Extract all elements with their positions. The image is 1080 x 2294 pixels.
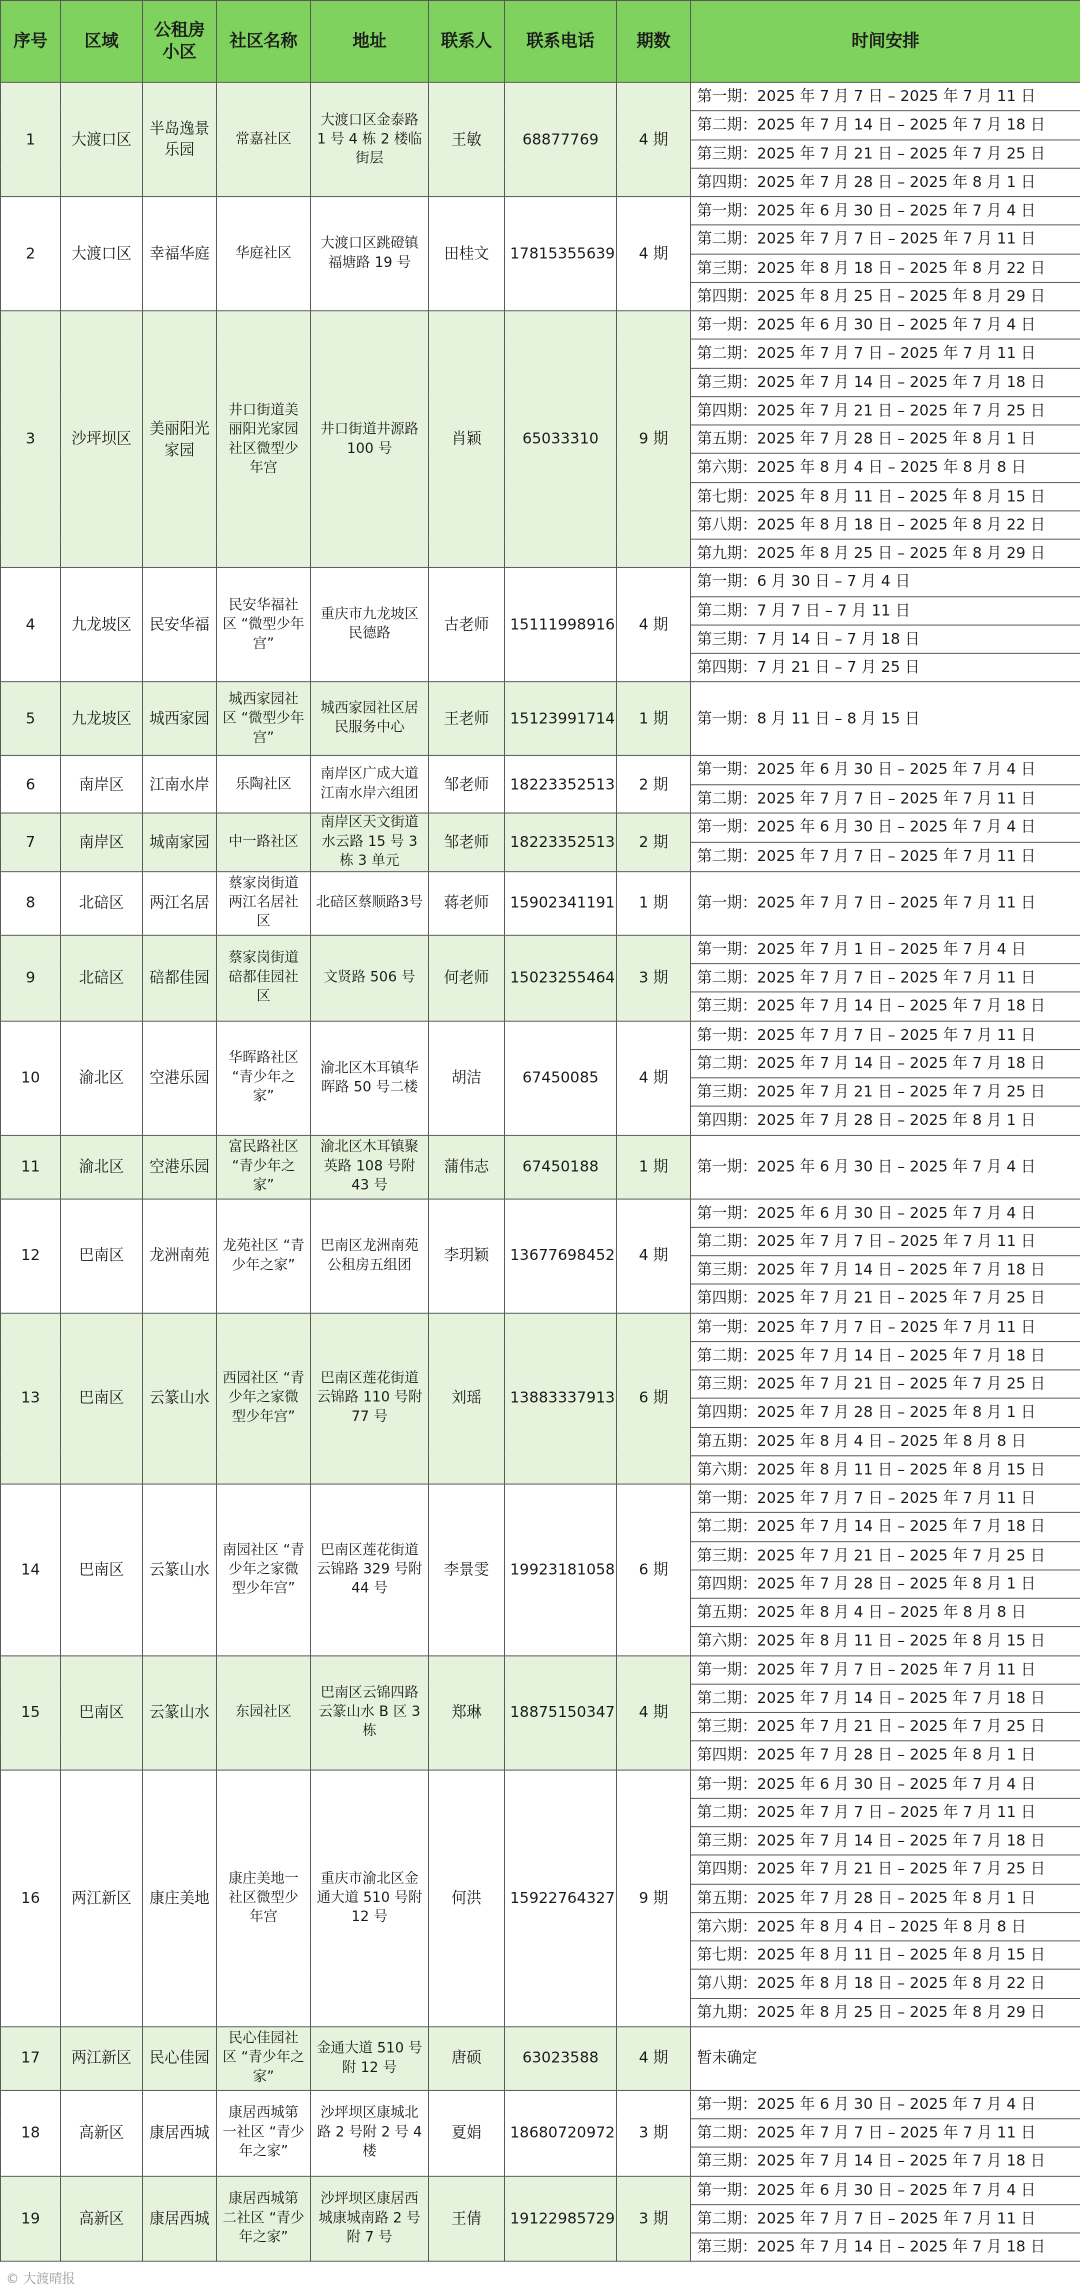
cell-area: 巴南区 xyxy=(61,1199,143,1313)
cell-phone: 15902341191 xyxy=(505,871,617,935)
cell-community: 华晖路社区 “青少年之家” xyxy=(217,1021,311,1135)
cell-area: 南岸区 xyxy=(61,756,143,813)
cell-estate: 民安华福 xyxy=(143,568,217,682)
cell-phone: 63023588 xyxy=(505,2027,617,2091)
schedule-line: 第三期：2025 年 7 月 14 日 – 2025 年 7 月 18 日 xyxy=(691,2147,1080,2176)
schedule-line: 第二期：2025 年 7 月 14 日 – 2025 年 7 月 18 日 xyxy=(691,1513,1080,1542)
schedule-line: 第二期：2025 年 7 月 7 日 – 2025 年 7 月 11 日 xyxy=(691,842,1080,871)
header-area: 区域 xyxy=(61,1,143,83)
cell-address: 重庆市九龙坡区民德路 xyxy=(311,568,429,682)
schedule-line: 第四期：2025 年 7 月 21 日 – 2025 年 7 月 25 日 xyxy=(691,396,1080,425)
schedule-line: 第三期：2025 年 7 月 14 日 – 2025 年 7 月 18 日 xyxy=(691,1256,1080,1285)
schedule-line: 第四期：2025 年 7 月 21 日 – 2025 年 7 月 25 日 xyxy=(691,1855,1080,1884)
table-row xyxy=(1,1655,1080,1684)
cell-phone: 15111998916 xyxy=(505,568,617,682)
cell-contact: 肖颖 xyxy=(429,311,505,568)
cell-community: 井口街道美丽阳光家园社区微型少年宫 xyxy=(217,311,311,568)
cell-estate: 碚都佳园 xyxy=(143,935,217,1021)
cell-no: 14 xyxy=(1,1484,61,1655)
cell-contact: 唐硕 xyxy=(429,2027,505,2091)
cell-phone: 18223352513 xyxy=(505,756,617,813)
cell-no: 9 xyxy=(1,935,61,1021)
table-row xyxy=(1,682,1080,756)
schedule-line: 第三期：2025 年 7 月 21 日 – 2025 年 7 月 25 日 xyxy=(691,1541,1080,1570)
schedule-line: 第四期：2025 年 8 月 25 日 – 2025 年 8 月 29 日 xyxy=(691,282,1080,311)
schedule-line: 第五期：2025 年 7 月 28 日 – 2025 年 8 月 1 日 xyxy=(691,425,1080,454)
cell-phone: 15922764327 xyxy=(505,1770,617,2027)
cell-address: 井口街道井源路 100 号 xyxy=(311,311,429,568)
cell-area: 北碚区 xyxy=(61,871,143,935)
cell-address: 大渡口区跳磴镇福塘路 19 号 xyxy=(311,197,429,311)
cell-periods: 2 期 xyxy=(617,813,691,872)
cell-estate: 康居西城 xyxy=(143,2176,217,2262)
schedule-line: 第三期：2025 年 7 月 21 日 – 2025 年 7 月 25 日 xyxy=(691,139,1080,168)
schedule-line: 第四期：2025 年 7 月 28 日 – 2025 年 8 月 1 日 xyxy=(691,1570,1080,1599)
cell-estate: 空港乐园 xyxy=(143,1021,217,1135)
cell-contact: 李景雯 xyxy=(429,1484,505,1655)
cell-contact: 邹老师 xyxy=(429,756,505,813)
cell-phone: 15023255464 xyxy=(505,935,617,1021)
cell-area: 两江新区 xyxy=(61,2027,143,2091)
schedule-line: 第二期：2025 年 7 月 7 日 – 2025 年 7 月 11 日 xyxy=(691,225,1080,254)
cell-contact: 夏娟 xyxy=(429,2090,505,2176)
schedule-line: 第三期：2025 年 7 月 14 日 – 2025 年 7 月 18 日 xyxy=(691,368,1080,397)
cell-area: 九龙坡区 xyxy=(61,682,143,756)
schedule-line: 第六期：2025 年 8 月 4 日 – 2025 年 8 月 8 日 xyxy=(691,1912,1080,1941)
cell-contact: 李玥颖 xyxy=(429,1199,505,1313)
schedule-line: 第八期：2025 年 8 月 18 日 – 2025 年 8 月 22 日 xyxy=(691,1969,1080,1998)
cell-contact: 王老师 xyxy=(429,682,505,756)
schedule-line: 第二期：2025 年 7 月 7 日 – 2025 年 7 月 11 日 xyxy=(691,964,1080,993)
cell-periods: 3 期 xyxy=(617,935,691,1021)
cell-address: 南岸区天文街道水云路 15 号 3 栋 3 单元 xyxy=(311,813,429,872)
cell-no: 8 xyxy=(1,871,61,935)
watermark: © 大渡晴报 xyxy=(6,2272,76,2287)
cell-area: 巴南区 xyxy=(61,1655,143,1769)
schedule-line: 第二期：2025 年 7 月 7 日 – 2025 年 7 月 11 日 xyxy=(691,339,1080,368)
header-periods: 期数 xyxy=(617,1,691,83)
cell-estate: 美丽阳光家园 xyxy=(143,311,217,568)
cell-contact: 蒋老师 xyxy=(429,871,505,935)
cell-estate: 云篆山水 xyxy=(143,1655,217,1769)
cell-address: 大渡口区金泰路 1 号 4 栋 2 楼临街层 xyxy=(311,82,429,196)
cell-contact: 王敏 xyxy=(429,82,505,196)
cell-phone: 19923181058 xyxy=(505,1484,617,1655)
cell-phone: 67450085 xyxy=(505,1021,617,1135)
cell-community: 乐陶社区 xyxy=(217,756,311,813)
cell-periods: 4 期 xyxy=(617,2027,691,2091)
cell-no: 16 xyxy=(1,1770,61,2027)
cell-community: 西园社区 “青少年之家微型少年宫” xyxy=(217,1313,311,1484)
cell-no: 5 xyxy=(1,682,61,756)
cell-area: 南岸区 xyxy=(61,813,143,872)
footer-bar xyxy=(0,2266,1080,2294)
schedule-line: 第六期：2025 年 8 月 11 日 – 2025 年 8 月 15 日 xyxy=(691,1456,1080,1485)
cell-contact: 田桂文 xyxy=(429,197,505,311)
schedule-line: 第九期：2025 年 8 月 25 日 – 2025 年 8 月 29 日 xyxy=(691,539,1080,568)
table-row xyxy=(1,197,1080,226)
schedule-line: 第二期：2025 年 7 月 14 日 – 2025 年 7 月 18 日 xyxy=(691,111,1080,140)
cell-no: 17 xyxy=(1,2027,61,2091)
cell-periods: 6 期 xyxy=(617,1313,691,1484)
cell-phone: 19122985729 xyxy=(505,2176,617,2262)
schedule-line: 第一期：2025 年 7 月 7 日 – 2025 年 7 月 11 日 xyxy=(691,1313,1080,1342)
cell-estate: 云篆山水 xyxy=(143,1484,217,1655)
cell-estate: 康庄美地 xyxy=(143,1770,217,2027)
schedule-line: 第一期：2025 年 6 月 30 日 – 2025 年 7 月 4 日 xyxy=(691,1199,1080,1228)
cell-contact: 胡洁 xyxy=(429,1021,505,1135)
cell-phone: 13883337913 xyxy=(505,1313,617,1484)
cell-no: 15 xyxy=(1,1655,61,1769)
table-row xyxy=(1,813,1080,842)
cell-contact: 王倩 xyxy=(429,2176,505,2262)
table-row xyxy=(1,1135,1080,1199)
cell-address: 南岸区广成大道江南水岸六组团 xyxy=(311,756,429,813)
cell-community: 民安华福社区 “微型少年宫” xyxy=(217,568,311,682)
cell-no: 19 xyxy=(1,2176,61,2262)
cell-community: 华庭社区 xyxy=(217,197,311,311)
cell-address: 巴南区龙洲南苑公租房五组团 xyxy=(311,1199,429,1313)
schedule-line: 第六期：2025 年 8 月 11 日 – 2025 年 8 月 15 日 xyxy=(691,1627,1080,1656)
cell-address: 巴南区云锦四路云篆山水 B 区 3 栋 xyxy=(311,1655,429,1769)
table-row xyxy=(1,568,1080,597)
cell-address: 渝北区木耳镇华晖路 50 号二楼 xyxy=(311,1021,429,1135)
schedule-line: 第一期：2025 年 6 月 30 日 – 2025 年 7 月 4 日 xyxy=(691,1135,1080,1199)
cell-periods: 4 期 xyxy=(617,1199,691,1313)
schedule-line: 第一期：2025 年 6 月 30 日 – 2025 年 7 月 4 日 xyxy=(691,756,1080,785)
schedule-line: 第一期：2025 年 6 月 30 日 – 2025 年 7 月 4 日 xyxy=(691,311,1080,340)
cell-area: 巴南区 xyxy=(61,1484,143,1655)
schedule-line: 第三期：7 月 14 日 – 7 月 18 日 xyxy=(691,625,1080,654)
cell-periods: 4 期 xyxy=(617,1021,691,1135)
schedule-line: 第四期：7 月 21 日 – 7 月 25 日 xyxy=(691,653,1080,682)
schedule-line: 第七期：2025 年 8 月 11 日 – 2025 年 8 月 15 日 xyxy=(691,482,1080,511)
schedule-line: 第三期：2025 年 7 月 21 日 – 2025 年 7 月 25 日 xyxy=(691,1078,1080,1107)
table-row xyxy=(1,311,1080,340)
cell-community: 东园社区 xyxy=(217,1655,311,1769)
schedule-line: 第三期：2025 年 8 月 18 日 – 2025 年 8 月 22 日 xyxy=(691,254,1080,283)
cell-area: 巴南区 xyxy=(61,1313,143,1484)
cell-periods: 6 期 xyxy=(617,1484,691,1655)
cell-periods: 1 期 xyxy=(617,871,691,935)
cell-no: 10 xyxy=(1,1021,61,1135)
cell-estate: 城南家园 xyxy=(143,813,217,872)
cell-estate: 两江名居 xyxy=(143,871,217,935)
schedule-line: 第一期：2025 年 7 月 7 日 – 2025 年 7 月 11 日 xyxy=(691,1484,1080,1513)
header-schedule: 时间安排 xyxy=(691,1,1080,83)
cell-community: 常嘉社区 xyxy=(217,82,311,196)
cell-community: 富民路社区 “青少年之家” xyxy=(217,1135,311,1199)
cell-estate: 民心佳园 xyxy=(143,2027,217,2091)
cell-area: 大渡口区 xyxy=(61,197,143,311)
schedule-line: 第八期：2025 年 8 月 18 日 – 2025 年 8 月 22 日 xyxy=(691,511,1080,540)
cell-contact: 郑琳 xyxy=(429,1655,505,1769)
cell-phone: 17815355639 xyxy=(505,197,617,311)
cell-estate: 云篆山水 xyxy=(143,1313,217,1484)
schedule-line: 第四期：2025 年 7 月 28 日 – 2025 年 8 月 1 日 xyxy=(691,1741,1080,1770)
cell-community: 康庄美地一社区微型少年宫 xyxy=(217,1770,311,2027)
cell-no: 18 xyxy=(1,2090,61,2176)
cell-area: 九龙坡区 xyxy=(61,568,143,682)
cell-address: 城西家园社区居民服务中心 xyxy=(311,682,429,756)
cell-periods: 2 期 xyxy=(617,756,691,813)
cell-area: 沙坪坝区 xyxy=(61,311,143,568)
schedule-line: 第一期：2025 年 7 月 1 日 – 2025 年 7 月 4 日 xyxy=(691,935,1080,964)
header-estate: 公租房小区 xyxy=(143,1,217,83)
cell-no: 4 xyxy=(1,568,61,682)
cell-contact: 古老师 xyxy=(429,568,505,682)
schedule-line: 第二期：2025 年 7 月 7 日 – 2025 年 7 月 11 日 xyxy=(691,1798,1080,1827)
cell-contact: 邹老师 xyxy=(429,813,505,872)
schedule-line: 第七期：2025 年 8 月 11 日 – 2025 年 8 月 15 日 xyxy=(691,1941,1080,1970)
schedule-line: 第一期：2025 年 7 月 7 日 – 2025 年 7 月 11 日 xyxy=(691,82,1080,111)
cell-contact: 蒲伟志 xyxy=(429,1135,505,1199)
table-row xyxy=(1,871,1080,935)
cell-periods: 4 期 xyxy=(617,1655,691,1769)
schedule-line: 第九期：2025 年 8 月 25 日 – 2025 年 8 月 29 日 xyxy=(691,1998,1080,2027)
cell-phone: 13677698452 xyxy=(505,1199,617,1313)
table-row xyxy=(1,1313,1080,1342)
cell-address: 沙坪坝区康居西城康城南路 2 号附 7 号 xyxy=(311,2176,429,2262)
cell-address: 北碚区蔡顺路3号 xyxy=(311,871,429,935)
cell-no: 11 xyxy=(1,1135,61,1199)
cell-area: 高新区 xyxy=(61,2090,143,2176)
schedule-line: 第三期：2025 年 7 月 21 日 – 2025 年 7 月 25 日 xyxy=(691,1370,1080,1399)
cell-contact: 何洪 xyxy=(429,1770,505,2027)
schedule-line: 暂未确定 xyxy=(691,2027,1080,2091)
cell-address: 沙坪坝区康城北路 2 号附 2 号 4 楼 xyxy=(311,2090,429,2176)
schedule-line: 第二期：2025 年 7 月 7 日 – 2025 年 7 月 11 日 xyxy=(691,784,1080,813)
cell-community: 中一路社区 xyxy=(217,813,311,872)
cell-estate: 空港乐园 xyxy=(143,1135,217,1199)
cell-community: 蔡家岗街道两江名居社区 xyxy=(217,871,311,935)
schedule-line: 第一期：2025 年 6 月 30 日 – 2025 年 7 月 4 日 xyxy=(691,813,1080,842)
header-phone: 联系电话 xyxy=(505,1,617,83)
schedule-line: 第一期：8 月 11 日 – 8 月 15 日 xyxy=(691,682,1080,756)
cell-community: 康居西城第二社区 “青少年之家” xyxy=(217,2176,311,2262)
cell-address: 巴南区莲花街道云锦路 329 号附 44 号 xyxy=(311,1484,429,1655)
schedule-line: 第一期：2025 年 6 月 30 日 – 2025 年 7 月 4 日 xyxy=(691,1770,1080,1799)
schedule-line: 第二期：2025 年 7 月 7 日 – 2025 年 7 月 11 日 xyxy=(691,2119,1080,2148)
cell-periods: 1 期 xyxy=(617,1135,691,1199)
schedule-line: 第二期：2025 年 7 月 14 日 – 2025 年 7 月 18 日 xyxy=(691,1684,1080,1713)
cell-estate: 幸福华庭 xyxy=(143,197,217,311)
schedule-line: 第一期：2025 年 6 月 30 日 – 2025 年 7 月 4 日 xyxy=(691,2176,1080,2205)
cell-no: 6 xyxy=(1,756,61,813)
cell-no: 1 xyxy=(1,82,61,196)
table-row xyxy=(1,2027,1080,2091)
cell-contact: 何老师 xyxy=(429,935,505,1021)
schedule-line: 第一期：2025 年 7 月 7 日 – 2025 年 7 月 11 日 xyxy=(691,1021,1080,1050)
cell-community: 南园社区 “青少年之家微型少年宫” xyxy=(217,1484,311,1655)
schedule-line: 第五期：2025 年 8 月 4 日 – 2025 年 8 月 8 日 xyxy=(691,1598,1080,1627)
schedule-line: 第三期：2025 年 7 月 14 日 – 2025 年 7 月 18 日 xyxy=(691,2233,1080,2262)
header-community: 社区名称 xyxy=(217,1,311,83)
schedule-line: 第三期：2025 年 7 月 14 日 – 2025 年 7 月 18 日 xyxy=(691,992,1080,1021)
cell-periods: 3 期 xyxy=(617,2090,691,2176)
cell-phone: 67450188 xyxy=(505,1135,617,1199)
schedule-line: 第四期：2025 年 7 月 28 日 – 2025 年 8 月 1 日 xyxy=(691,1398,1080,1427)
schedule-line: 第一期：6 月 30 日 – 7 月 4 日 xyxy=(691,568,1080,597)
cell-phone: 15123991714 xyxy=(505,682,617,756)
cell-phone: 18223352513 xyxy=(505,813,617,872)
cell-phone: 18680720972 xyxy=(505,2090,617,2176)
header-no: 序号 xyxy=(1,1,61,83)
schedule-line: 第六期：2025 年 8 月 4 日 – 2025 年 8 月 8 日 xyxy=(691,454,1080,483)
cell-community: 蔡家岗街道碚都佳园社区 xyxy=(217,935,311,1021)
schedule-line: 第一期：2025 年 6 月 30 日 – 2025 年 7 月 4 日 xyxy=(691,197,1080,226)
header-contact: 联系人 xyxy=(429,1,505,83)
cell-area: 高新区 xyxy=(61,2176,143,2262)
schedule-line: 第二期：2025 年 7 月 14 日 – 2025 年 7 月 18 日 xyxy=(691,1341,1080,1370)
schedule-line: 第三期：2025 年 7 月 21 日 – 2025 年 7 月 25 日 xyxy=(691,1712,1080,1741)
schedule-line: 第一期：2025 年 7 月 7 日 – 2025 年 7 月 11 日 xyxy=(691,1655,1080,1684)
cell-address: 重庆市渝北区金通大道 510 号附 12 号 xyxy=(311,1770,429,2027)
table-row xyxy=(1,82,1080,111)
cell-community: 民心佳园社区 “青少年之家” xyxy=(217,2027,311,2091)
cell-estate: 江南水岸 xyxy=(143,756,217,813)
cell-no: 3 xyxy=(1,311,61,568)
cell-area: 两江新区 xyxy=(61,1770,143,2027)
cell-address: 渝北区木耳镇聚英路 108 号附 43 号 xyxy=(311,1135,429,1199)
cell-periods: 4 期 xyxy=(617,568,691,682)
schedule-line: 第四期：2025 年 7 月 21 日 – 2025 年 7 月 25 日 xyxy=(691,1284,1080,1313)
cell-no: 13 xyxy=(1,1313,61,1484)
cell-periods: 9 期 xyxy=(617,311,691,568)
cell-estate: 城西家园 xyxy=(143,682,217,756)
schedule-line: 第五期：2025 年 8 月 4 日 – 2025 年 8 月 8 日 xyxy=(691,1427,1080,1456)
schedule-line: 第二期：2025 年 7 月 7 日 – 2025 年 7 月 11 日 xyxy=(691,2204,1080,2233)
cell-phone: 18875150347 xyxy=(505,1655,617,1769)
cell-periods: 4 期 xyxy=(617,82,691,196)
table-row xyxy=(1,1770,1080,1799)
table-row xyxy=(1,2176,1080,2205)
cell-area: 渝北区 xyxy=(61,1021,143,1135)
cell-estate: 康居西城 xyxy=(143,2090,217,2176)
cell-phone: 68877769 xyxy=(505,82,617,196)
cell-phone: 65033310 xyxy=(505,311,617,568)
cell-periods: 3 期 xyxy=(617,2176,691,2262)
header-address: 地址 xyxy=(311,1,429,83)
header-row xyxy=(1,1,1080,83)
table-row xyxy=(1,1021,1080,1050)
table-row xyxy=(1,1199,1080,1228)
table-row xyxy=(1,935,1080,964)
cell-area: 北碚区 xyxy=(61,935,143,1021)
cell-area: 渝北区 xyxy=(61,1135,143,1199)
cell-community: 龙苑社区 “青少年之家” xyxy=(217,1199,311,1313)
cell-estate: 半岛逸景乐园 xyxy=(143,82,217,196)
schedule-line: 第一期：2025 年 7 月 7 日 – 2025 年 7 月 11 日 xyxy=(691,871,1080,935)
cell-address: 文贤路 506 号 xyxy=(311,935,429,1021)
schedule-line: 第二期：2025 年 7 月 7 日 – 2025 年 7 月 11 日 xyxy=(691,1227,1080,1256)
schedule-line: 第二期：2025 年 7 月 14 日 – 2025 年 7 月 18 日 xyxy=(691,1049,1080,1078)
table-row xyxy=(1,756,1080,785)
schedule-line: 第一期：2025 年 6 月 30 日 – 2025 年 7 月 4 日 xyxy=(691,2090,1080,2119)
cell-address: 巴南区莲花街道云锦路 110 号附 77 号 xyxy=(311,1313,429,1484)
schedule-line: 第五期：2025 年 7 月 28 日 – 2025 年 8 月 1 日 xyxy=(691,1884,1080,1913)
cell-estate: 龙洲南苑 xyxy=(143,1199,217,1313)
schedule-line: 第二期：7 月 7 日 – 7 月 11 日 xyxy=(691,596,1080,625)
cell-community: 城西家园社区 “微型少年宫” xyxy=(217,682,311,756)
cell-no: 7 xyxy=(1,813,61,872)
table-row xyxy=(1,1484,1080,1513)
table-body xyxy=(1,82,1080,2261)
schedule-line: 第四期：2025 年 7 月 28 日 – 2025 年 8 月 1 日 xyxy=(691,168,1080,197)
schedule-line: 第四期：2025 年 7 月 28 日 – 2025 年 8 月 1 日 xyxy=(691,1106,1080,1135)
cell-periods: 4 期 xyxy=(617,197,691,311)
table-row xyxy=(1,2090,1080,2119)
cell-periods: 9 期 xyxy=(617,1770,691,2027)
cell-area: 大渡口区 xyxy=(61,82,143,196)
cell-no: 12 xyxy=(1,1199,61,1313)
cell-contact: 刘瑶 xyxy=(429,1313,505,1484)
cell-periods: 1 期 xyxy=(617,682,691,756)
cell-no: 2 xyxy=(1,197,61,311)
cell-address: 金通大道 510 号附 12 号 xyxy=(311,2027,429,2091)
schedule-line: 第三期：2025 年 7 月 14 日 – 2025 年 7 月 18 日 xyxy=(691,1827,1080,1856)
cell-community: 康居西城第一社区 “青少年之家” xyxy=(217,2090,311,2176)
